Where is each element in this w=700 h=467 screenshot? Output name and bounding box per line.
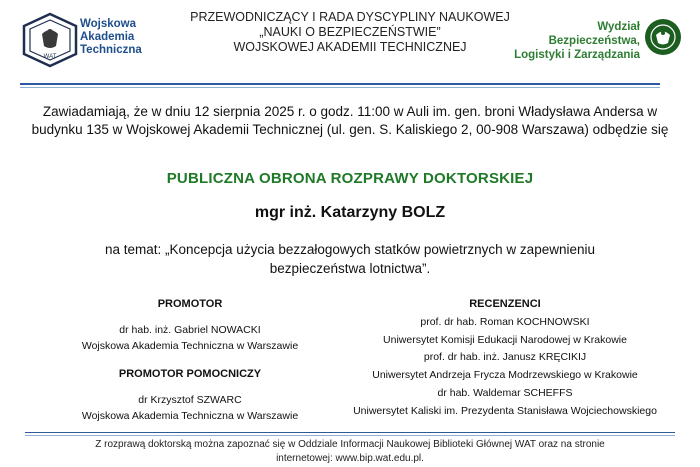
footer-line: Z rozprawą doktorską można zapoznać się w Oddziale Informacji Naukowej Biblioteki Głównej WAT oraz na stronie [95, 439, 605, 450]
reviewer-line: prof. dr hab. Roman KOCHNOWSKI [420, 315, 590, 328]
assistant-promotor-name: dr Krzysztof SZWARC [138, 394, 242, 406]
supervisors-column [35, 296, 345, 424]
candidate-name: mgr inż. Katarzyny BOLZ [254, 204, 446, 221]
header-divider-thin [20, 87, 660, 88]
reviewer-line: Uniwersytet Kaliski im. Prezydenta Stanisława Wojciechowskiego [353, 404, 657, 417]
header-title-line: WOJSKOWEJ AKADEMII TECHNICZNEJ [233, 40, 467, 54]
wat-logo [20, 12, 80, 68]
faculty-logo [644, 18, 682, 56]
header-title-line: „NAUKI O BEZPIECZEŃSTWIE” [259, 25, 441, 39]
reviewer-line: dr hab. Waldemar SCHEFFS [437, 386, 573, 399]
promotor-name: dr hab. inż. Gabriel NOWACKI [119, 324, 261, 336]
faculty-name [514, 20, 640, 62]
footer-note [60, 438, 640, 465]
header-divider [20, 83, 660, 85]
faculty-name-line: Bezpieczeństwa, [548, 35, 640, 47]
reviewers-heading: RECENZENCI [469, 298, 541, 310]
reviewers-column [345, 296, 665, 421]
wat-logo-text: WAT [43, 54, 57, 60]
wat-name [80, 18, 142, 57]
announcement-text: Zawiadamiają, że w dniu 12 sierpnia 2025 r. o godz. 11:00 w Auli im. gen. broni Władysława Andersa w budynku 135 w Wojskowej Akademii Technicznej (ul. gen. S. Kaliskiego 2, 00-908 Warszawa) odbędzie się [31, 104, 669, 137]
footer-divider [25, 432, 675, 433]
reviewer-line: prof. dr hab. inż. Janusz KRĘCIKIJ [423, 351, 587, 364]
reviewer-line: Uniwersytet Komisji Edukacji Narodowej w Krakowie [383, 333, 627, 346]
wat-name-line: Techniczna [80, 44, 142, 56]
footer-link[interactable]: internetowej: www.bip.wat.edu.pl. [276, 452, 424, 464]
footer-divider-thin [25, 435, 675, 436]
promotor-affiliation: Wojskowa Akademia Techniczna w Warszawie [81, 340, 299, 352]
header-title [150, 10, 550, 55]
assistant-promotor-heading: PROMOTOR POMOCNICZY [118, 368, 262, 380]
event-title: PUBLICZNA OBRONA ROZPRAWY DOKTORSKIEJ [166, 170, 534, 187]
promotor-heading: PROMOTOR [157, 298, 223, 310]
wat-name-line: Wojskowa [80, 18, 137, 30]
header-title-line: PRZEWODNICZĄCY I RADA DYSCYPLINY NAUKOWEJ [190, 10, 510, 24]
wat-name-line: Akademia [80, 31, 135, 43]
dissertation-topic: na temat: „Koncepcja użycia bezzałogowych statków powietrznych w zapewnieniu bezpieczeństwa lotnictwa”. [104, 242, 595, 276]
faculty-name-line: Wydział [597, 21, 640, 33]
faculty-name-line: Logistyki i Zarządzania [514, 49, 640, 61]
assistant-promotor-affiliation: Wojskowa Akademia Techniczna w Warszawie [81, 410, 299, 422]
reviewer-line: Uniwersytet Andrzeja Frycza Modrzewskiego w Krakowie [372, 369, 638, 382]
